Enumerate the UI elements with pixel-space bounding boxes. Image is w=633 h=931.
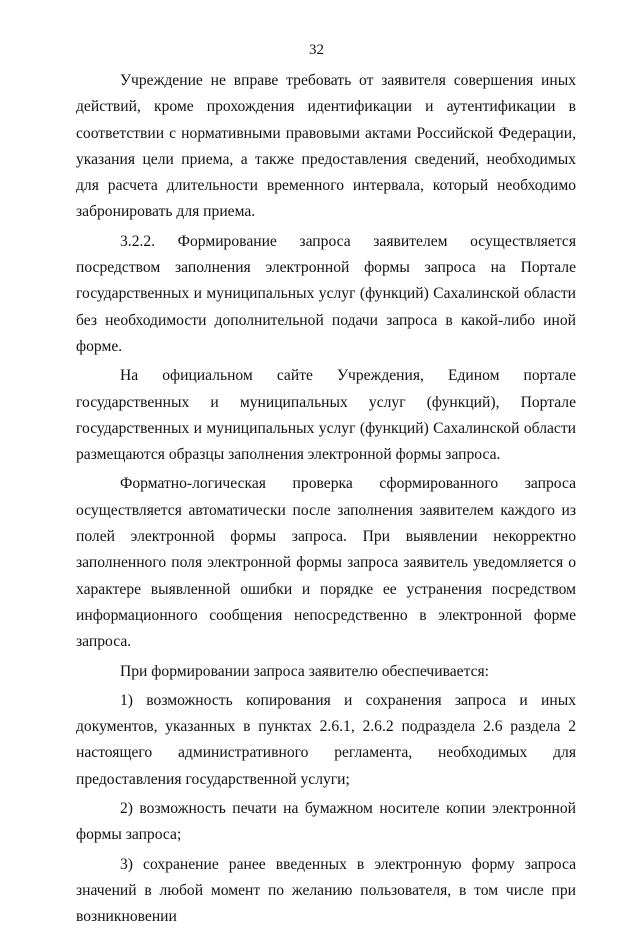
paragraph-provision-intro: При формировании запроса заявителю обеспечивается: — [120, 662, 489, 680]
list-item-save-values: 3) сохранение ранее введенных в электронную форму запроса значений в любой момент по желанию пользователя, в том числе при возникновении — [76, 855, 576, 926]
paragraph-format-check: Форматно-логическая проверка сформированного запроса осуществляется автоматически после заполнения заявителем каждого из полей электронной формы запроса. При выявлении некорректно заполненного поля электронной формы запроса заявитель уведомляется о характере выявленной ошибки и порядке ее устранения посредством информационного сообщения непосредственно в электронной форме запроса. — [76, 475, 576, 651]
paragraph-sample-forms: На официальном сайте Учреждения, Едином портале государственных и муниципальных услуг (функций), Портале государственных и муниципальных услуг (функций) Сахалинской области размещаются образцы заполнения электронной формы запроса. — [76, 367, 576, 464]
document-body — [76, 68, 576, 931]
list-item-print: 2) возможность печати на бумажном носителе копии электронной формы запроса; — [76, 800, 576, 844]
list-item-copy-save: 1) возможность копирования и сохранения запроса и иных документов, указанных в пунктах 2.6.1, 2.6.2 подраздела 2.6 раздела 2 настоящего административного регламента, необходимых для предоставления государственной услуги; — [76, 691, 576, 788]
page-number: 32 — [309, 42, 324, 58]
paragraph-request-formation: 3.2.2. Формирование запроса заявителем осуществляется посредством заполнения электронной формы запроса на Портале государственных и муниципальных услуг (функций) Сахалинской области без необходимости дополнительной подачи запроса в какой-либо иной форме. — [76, 232, 576, 355]
paragraph-clinic-restrictions: Учреждение не вправе требовать от заявителя совершения иных действий, кроме прохождения идентификации и аутентификации в соответствии с нормативными правовыми актами Российской Федерации, указания цели приема, а также предоставления сведений, необходимых для расчета длительности временного интервала, который необходимо забронировать для приема. — [76, 72, 576, 221]
